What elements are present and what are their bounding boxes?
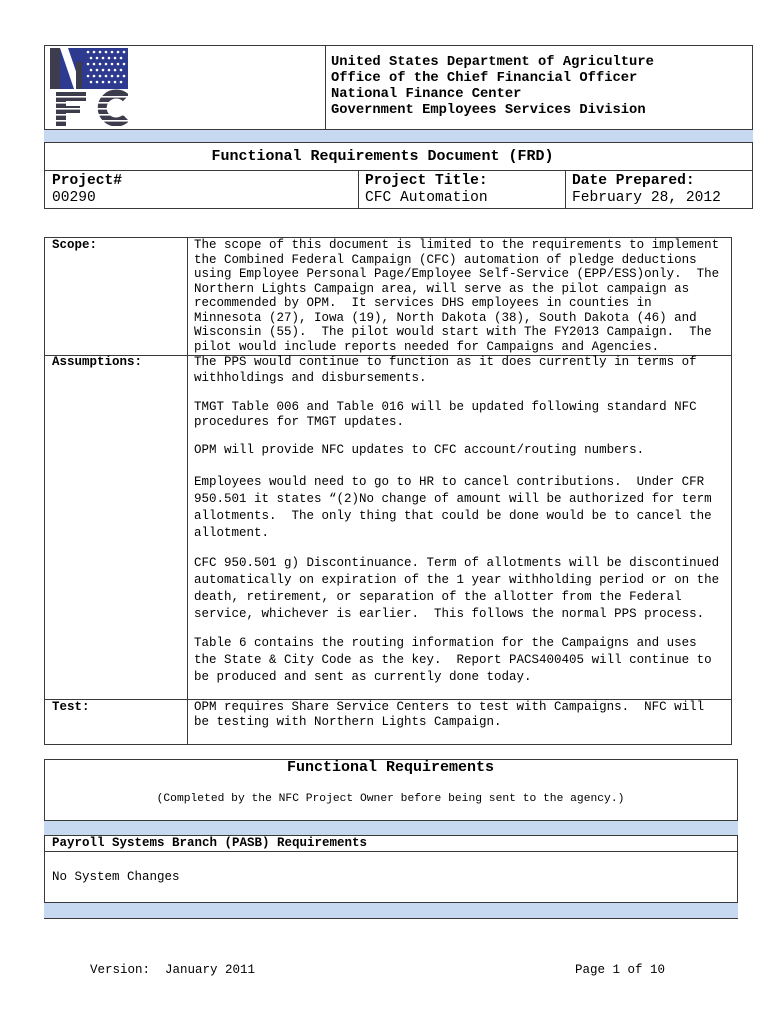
- scope-line: Wisconsin (55). The pilot would start with The FY2013 Campaign. The: [194, 325, 712, 340]
- assumptions-line: TMGT Table 006 and Table 016 will be updated following standard NFC: [194, 400, 697, 414]
- assumptions-line: OPM will provide NFC updates to CFC account/routing numbers.: [194, 443, 645, 457]
- scope-line: the Combined Federal Campaign (CFC) automation of pledge deductions: [194, 252, 697, 267]
- header-band: [44, 129, 753, 143]
- label-column-divider: [187, 237, 188, 744]
- scope-label: Scope:: [52, 238, 98, 252]
- scope-line: pilot would include reports needed for Campaigns and Agencies.: [194, 339, 660, 354]
- assumptions-line: service, whichever is earlier. This follows the normal PPS process.: [194, 606, 705, 621]
- assumptions-paragraph: [194, 354, 697, 386]
- assumptions-line: allotments. The only thing that could be done would be to cancel the: [194, 508, 712, 523]
- org-line: Government Employees Services Division: [331, 103, 646, 118]
- org-line: Office of the Chief Financial Officer: [331, 71, 638, 86]
- project-title-label: Project Title:: [365, 173, 488, 189]
- assumptions-line: procedures for TMGT updates.: [194, 414, 405, 429]
- nfc-logo: [50, 48, 128, 126]
- project-title-cell: [365, 173, 488, 207]
- assumptions-line: automatically on expiration of the 1 year withholding period or on the: [194, 572, 720, 587]
- scope-line: using Employee Personal Page/Employee Self-Service (EPP/ESS)only. The: [194, 267, 720, 282]
- project-number-value: 00290: [52, 190, 96, 206]
- test-line: be testing with Northern Lights Campaign.: [194, 714, 502, 729]
- section-body: No System Changes: [52, 870, 180, 884]
- title-row-divider: [44, 170, 753, 171]
- assumptions-paragraph: [194, 635, 712, 686]
- assumptions-paragraph: [194, 474, 712, 542]
- functional-requirements-title: Functional Requirements: [286, 759, 495, 776]
- project-cell-divider: [565, 170, 566, 208]
- test-text: [194, 700, 704, 730]
- project-number-cell: [52, 173, 122, 207]
- assumptions-line: the State & City Code as the key. Report PACS400405 will continue to: [194, 652, 712, 667]
- header-divider: [325, 45, 326, 129]
- date-prepared-label: Date Prepared:: [572, 173, 695, 189]
- assumptions-paragraph: [194, 443, 644, 458]
- project-title-value: CFC Automation: [365, 190, 488, 206]
- assumptions-line: 950.501 it states “(2)No change of amount will be authorized for term: [194, 491, 712, 506]
- scope-line: Northern Lights Campaign area, will serve as the pilot campaign as: [194, 281, 690, 296]
- assumptions-line: allotment.: [194, 525, 270, 540]
- assumptions-line: death, retirement, or separation of the allotter from the Federal: [194, 589, 682, 604]
- test-line: OPM requires Share Service Centers to test with Campaigns. NFC will: [194, 699, 705, 714]
- section-band: [44, 820, 738, 836]
- assumptions-line: be produced and sent as currently done today.: [194, 669, 532, 684]
- test-label: Test:: [52, 699, 90, 714]
- project-number-label: Project#: [52, 173, 123, 189]
- org-line: United States Department of Agriculture: [331, 55, 654, 70]
- row-divider: [44, 851, 738, 852]
- assumptions-label: Assumptions:: [52, 355, 143, 369]
- project-cell-divider: [358, 170, 359, 208]
- footer-page-number: Page 1 of 10: [575, 962, 666, 977]
- date-prepared-value: February 28, 2012: [572, 190, 721, 206]
- scope-line: Minnesota (27), Iowa (19), North Dakota (38), South Dakota (46) and: [194, 310, 697, 325]
- functional-requirements-note: (Completed by the NFC Project Owner before being sent to the agency.): [156, 793, 625, 805]
- date-prepared-cell: [572, 173, 721, 207]
- scope-line: recommended by OPM. It services DHS employees in counties in: [194, 296, 652, 311]
- assumptions-line: CFC 950.501 g) Discontinuance. Term of allotments will be discontinued: [194, 555, 720, 570]
- section-band: [44, 902, 738, 919]
- assumptions-paragraph: [194, 555, 719, 623]
- document-title: Functional Requirements Document (FRD): [211, 148, 554, 165]
- scope-text: [194, 238, 719, 355]
- assumptions-line: Employees would need to go to HR to cancel contributions. Under CFR: [194, 474, 705, 489]
- assumptions-line: The PPS would continue to function as it does currently in terms of: [194, 355, 697, 369]
- assumptions-paragraph: [194, 400, 697, 429]
- assumptions-line: Table 6 contains the routing information for the Campaigns and uses: [194, 635, 697, 650]
- scope-line: The scope of this document is limited to the requirements to implement: [194, 238, 720, 252]
- assumptions-line: withholdings and disbursements.: [194, 371, 427, 385]
- footer-version: Version: January 2011: [90, 962, 256, 977]
- organization-block: [331, 55, 654, 119]
- section-heading: Payroll Systems Branch (PASB) Requirements: [52, 836, 368, 850]
- org-line: National Finance Center: [331, 87, 522, 102]
